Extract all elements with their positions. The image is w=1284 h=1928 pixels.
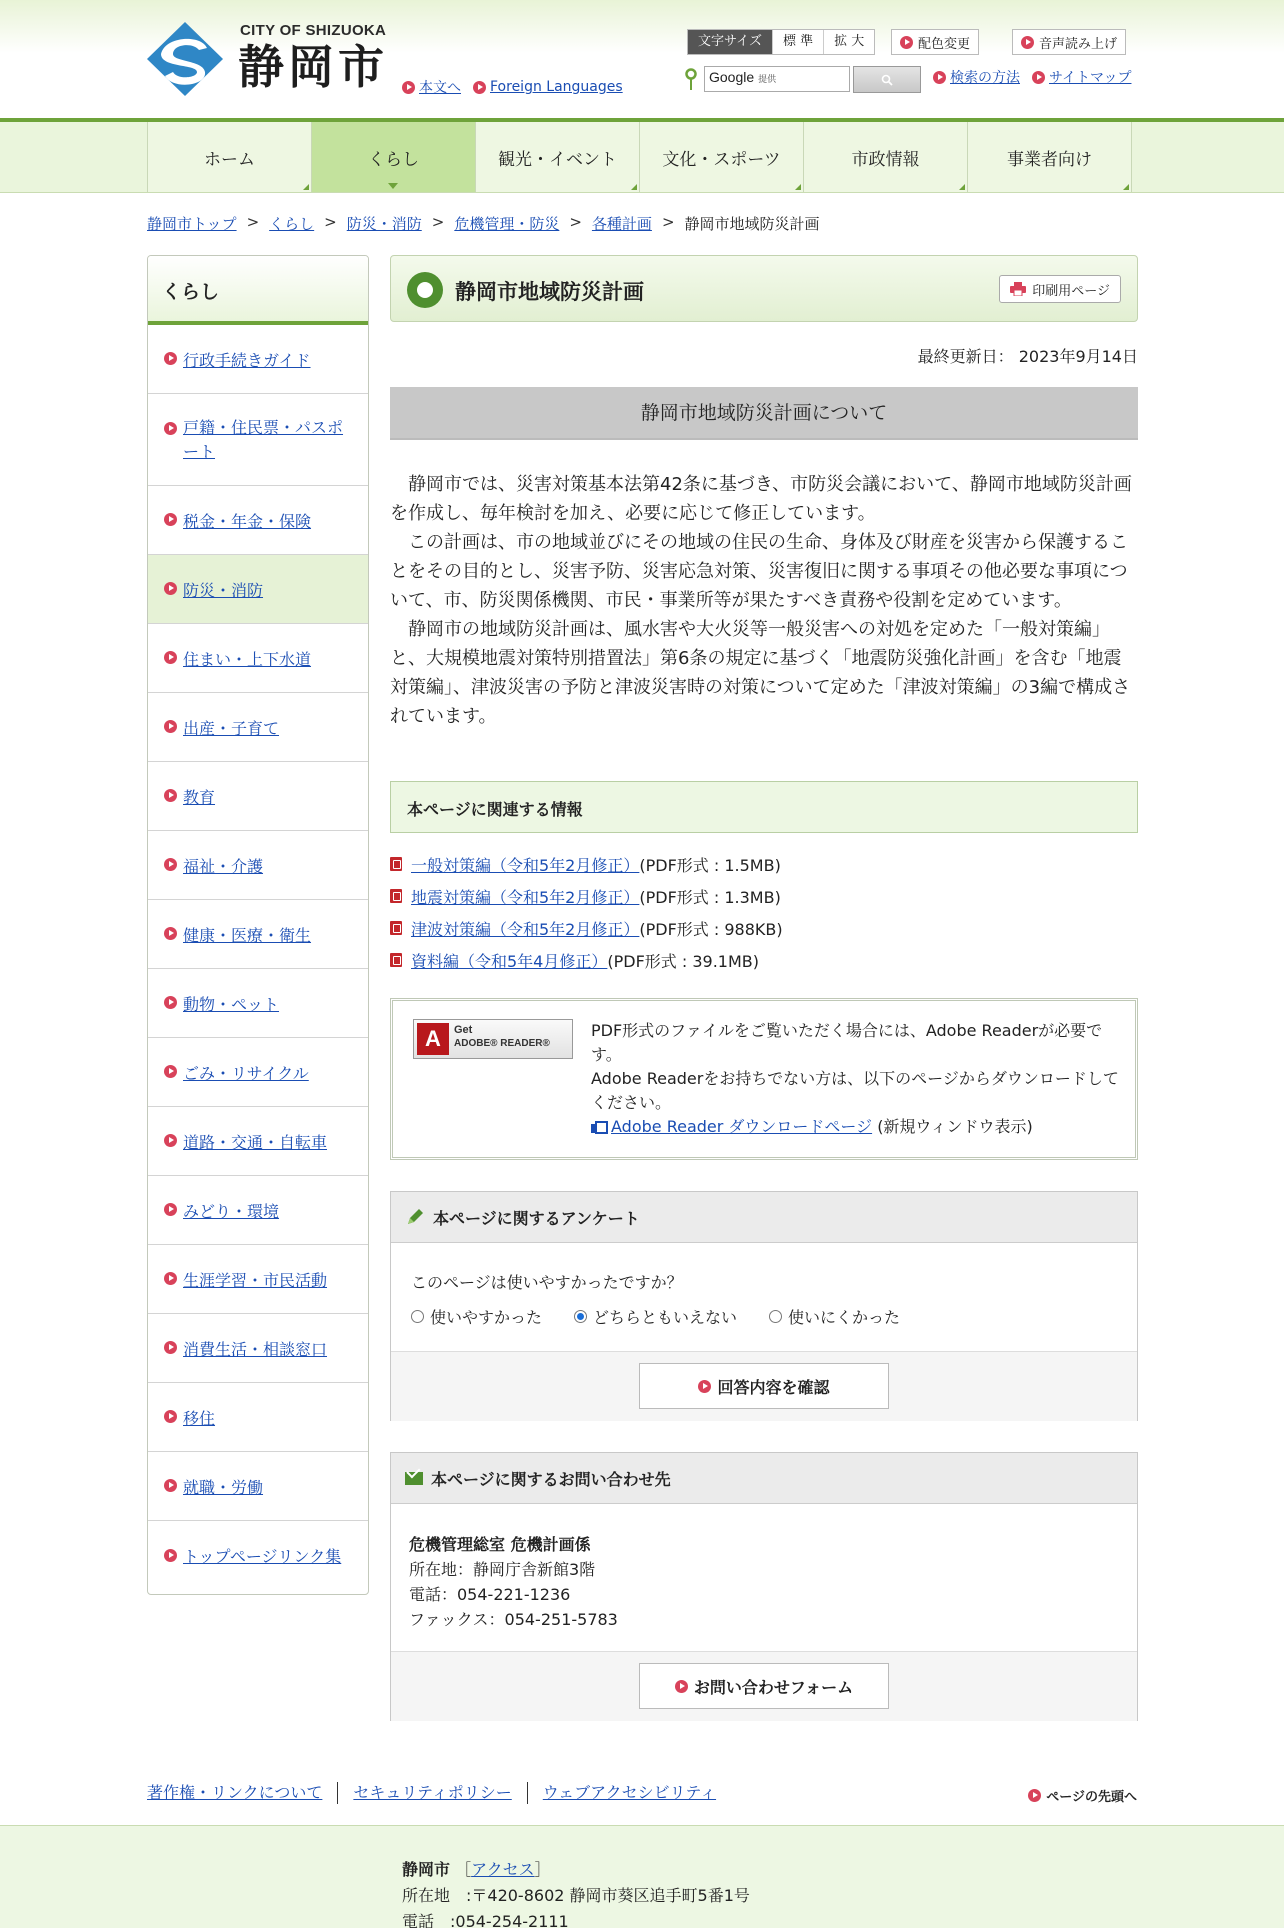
pdf-info: (PDF形式 : 1.5MB) (639, 855, 781, 875)
printer-icon (1010, 282, 1026, 296)
sidebar-item[interactable]: 健康・医療・衛生 (148, 900, 368, 969)
bullet-icon (164, 789, 177, 802)
contact-heading: 本ページに関するお問い合わせ先 (391, 1453, 1137, 1504)
nav-item-home[interactable]: ホーム (148, 122, 312, 192)
footer-link-security[interactable]: セキュリティポリシー (337, 1782, 526, 1804)
contact-tel: 電話：054-221-1236 (409, 1585, 571, 1604)
nav-item-city-info[interactable]: 市政情報 (804, 122, 968, 192)
sidebar-item[interactable]: 消費生活・相談窓口 (148, 1314, 368, 1383)
contact-fax: ファックス：054-251-5783 (409, 1610, 618, 1629)
logo-english: CITY OF SHIZUOKA (240, 22, 387, 39)
radio-button[interactable] (769, 1310, 782, 1323)
bullet-icon (164, 1341, 177, 1354)
footer-access-link[interactable]: アクセス (471, 1860, 535, 1879)
breadcrumb-separator: > (324, 213, 337, 231)
skip-to-content-link[interactable]: 本文へ (402, 77, 461, 97)
site-footer (0, 1825, 1284, 1928)
bullet-icon (164, 996, 177, 1009)
breadcrumb-separator: > (661, 213, 675, 231)
title-circle-icon (407, 272, 443, 308)
bullet-icon (164, 352, 177, 365)
adobe-logo-icon: A (417, 1023, 449, 1055)
related-info-heading: 本ページに関連する情報 (390, 781, 1138, 833)
nav-item-kurashi[interactable]: くらし (312, 122, 476, 192)
sidebar-item[interactable]: 行政手続きガイド (148, 325, 368, 394)
pdf-info: (PDF形式 : 988KB) (639, 919, 783, 939)
breadcrumb-link[interactable]: 危機管理・防災 (454, 215, 560, 233)
bullet-icon (675, 1680, 688, 1693)
list-item (390, 912, 1138, 944)
page-title: 静岡市地域防災計画 (455, 280, 644, 304)
search-help-link[interactable]: 検索の方法 (933, 67, 1020, 87)
sidebar-item[interactable]: トップページリンク集 (148, 1521, 368, 1590)
sidebar-item-active[interactable]: 防災・消防 (148, 555, 368, 624)
mail-icon (405, 1472, 423, 1485)
sidebar-item[interactable]: 就職・労働 (148, 1452, 368, 1521)
contact-details (409, 1532, 618, 1632)
pdf-icon (390, 857, 402, 871)
breadcrumb-link[interactable]: 防災・消防 (346, 215, 422, 233)
sidebar-item[interactable]: 生涯学習・市民活動 (148, 1245, 368, 1314)
new-window-icon (591, 1121, 605, 1133)
body-text (390, 470, 1138, 731)
sidebar-item[interactable]: 税金・年金・保険 (148, 486, 368, 555)
radio-button[interactable] (411, 1310, 424, 1323)
footer-link-copyright[interactable]: 著作権・リンクについて (147, 1783, 323, 1802)
bullet-icon (1032, 71, 1045, 84)
bullet-icon (164, 1065, 177, 1078)
pencil-icon (405, 1207, 425, 1227)
sitemap-link[interactable]: サイトマップ (1032, 67, 1131, 87)
get-adobe-reader-badge[interactable]: A Get ADOBE® READER® (413, 1019, 573, 1059)
bullet-icon (933, 71, 946, 84)
pdf-info: (PDF形式 : 1.3MB) (639, 887, 781, 907)
paragraph: 静岡市では、災害対策基本法第42条に基づき、市防災会議において、静岡市地域防災計画を作成し、毎年検討を加え、必要に応じて修正しています。 (390, 474, 1132, 524)
font-size-large-button[interactable]: 拡 大 (823, 30, 874, 54)
adobe-text: PDF形式のファイルをご覧いただく場合には、Adobe Readerが必要です。 Adobe Readerをお持ちでない方は、以下のページからダウンロードしてください。 Adobe Reader ダウンロードページ (新規ウィンドウ表示) (591, 1021, 1119, 1136)
bullet-icon (164, 1272, 177, 1285)
sidebar-item[interactable]: 移住 (148, 1383, 368, 1452)
section-heading: 静岡市地域防災計画について (390, 387, 1138, 440)
bullet-icon (1028, 1789, 1041, 1802)
location-pin-icon (685, 68, 697, 90)
bullet-icon (164, 1549, 177, 1562)
confirm-answer-button[interactable]: 回答内容を確認 (639, 1363, 889, 1409)
survey-option-easy[interactable]: 使いやすかった (411, 1305, 542, 1328)
contact-dept: 危機管理総室 危機計画係 (409, 1535, 591, 1554)
font-size-normal-button[interactable]: 標 準 (772, 30, 823, 54)
breadcrumb-link[interactable]: くらし (269, 215, 315, 233)
bullet-icon (164, 651, 177, 664)
pdf-icon (390, 921, 402, 935)
breadcrumb-separator: > (431, 213, 445, 231)
color-change-button[interactable]: 配色変更 (891, 29, 979, 55)
list-item (390, 944, 1138, 976)
sidebar-item[interactable]: 教育 (148, 762, 368, 831)
pdf-info: (PDF形式 : 39.1MB) (607, 951, 760, 971)
page-top-link[interactable]: ページの先頭へ (1028, 1786, 1137, 1805)
contact-box (390, 1452, 1138, 1721)
pdf-link[interactable]: 資料編（令和5年4月修正） (411, 951, 608, 971)
footer-links (147, 1782, 731, 1804)
survey-option-neutral[interactable]: どちらともいえない (574, 1305, 737, 1328)
global-nav (0, 118, 1284, 193)
search-help-links (933, 67, 1131, 87)
footer-link-accessibility[interactable]: ウェブアクセシビリティ (527, 1782, 731, 1804)
radio-button[interactable] (574, 1310, 587, 1323)
sidebar-item[interactable]: 福祉・介護 (148, 831, 368, 900)
survey-options (411, 1305, 900, 1328)
bullet-icon (164, 1479, 177, 1492)
bullet-icon (164, 1203, 177, 1216)
bullet-icon (164, 422, 177, 435)
pdf-link[interactable]: 津波対策編（令和5年2月修正） (411, 919, 640, 939)
sidebar-item[interactable]: 戸籍・住民票・パスポート (148, 394, 368, 486)
footer-city-name: 静岡市 (402, 1860, 451, 1879)
site-header (0, 0, 1284, 118)
survey-option-hard[interactable]: 使いにくかった (769, 1305, 900, 1328)
contact-address: 所在地：静岡庁舎新館3階 (409, 1560, 596, 1579)
bullet-icon (164, 927, 177, 940)
survey-box (390, 1191, 1138, 1421)
search-button[interactable] (853, 66, 921, 93)
bullet-icon (164, 513, 177, 526)
search-icon (881, 74, 893, 86)
footer-info: 静岡市 ［アクセス］ 所在地 :〒420-8602 静岡市葵区追手町5番1号 電話 :054-254-2111 (402, 1857, 750, 1928)
bullet-icon (164, 720, 177, 733)
paragraph: 静岡市の地域防災計画は、風水害や大火災等一般災害への対処を定めた「一般対策編」と、大規模地震対策特別措置法」第6条の規定に基づく「地震防災強化計画」を含む「地震対策編」、津波災害の予防と津波災害時の対策について定めた「津波対策編」の3編で構成されています。 (390, 619, 1131, 727)
breadcrumb-link[interactable]: 静岡市トップ (147, 215, 237, 233)
bullet-icon (900, 36, 913, 49)
sidebar-item[interactable]: 住まい・上下水道 (148, 624, 368, 693)
skip-links (402, 77, 623, 97)
sidebar-item[interactable]: 動物・ペット (148, 969, 368, 1038)
pdf-icon (390, 953, 402, 967)
foreign-languages-link[interactable]: Foreign Languages (473, 77, 623, 97)
sidebar (147, 255, 369, 1595)
breadcrumb (147, 213, 820, 234)
list-item (390, 848, 1138, 880)
pdf-link[interactable]: 一般対策編（令和5年2月修正） (411, 855, 640, 875)
list-item (390, 880, 1138, 912)
sidebar-title: くらし (148, 256, 368, 325)
nav-item-culture[interactable]: 文化・スポーツ (640, 122, 804, 192)
breadcrumb-link[interactable]: 各種計画 (591, 215, 652, 233)
bullet-icon (402, 81, 415, 94)
nav-item-business[interactable]: 事業者向け (968, 122, 1132, 192)
read-aloud-button[interactable]: 音声読み上げ (1012, 29, 1126, 55)
font-size-label: 文字サイズ (688, 30, 772, 54)
bullet-icon (1021, 36, 1034, 49)
pdf-link[interactable]: 地震対策編（令和5年2月修正） (411, 887, 640, 907)
pdf-list (390, 848, 1138, 976)
font-size-control (687, 29, 875, 55)
bullet-icon (698, 1380, 711, 1393)
footer-address: 所在地 :〒420-8602 静岡市葵区追手町5番1号 (402, 1886, 750, 1905)
bullet-icon (473, 81, 486, 94)
page-title-box (390, 255, 1138, 322)
contact-form-button[interactable]: お問い合わせフォーム (639, 1663, 889, 1709)
pdf-icon (390, 889, 402, 903)
city-logo-icon[interactable] (145, 20, 225, 98)
footer-tel: 電話 :054-254-2111 (402, 1912, 569, 1928)
sidebar-item[interactable]: ごみ・リサイクル (148, 1038, 368, 1107)
bullet-icon (164, 1410, 177, 1423)
bullet-icon (164, 1134, 177, 1147)
print-page-button[interactable]: 印刷用ページ (999, 275, 1121, 303)
sidebar-item[interactable]: 出産・子育て (148, 693, 368, 762)
survey-heading: 本ページに関するアンケート (391, 1192, 1137, 1243)
nav-item-tourism[interactable]: 観光・イベント (476, 122, 640, 192)
sidebar-item[interactable]: みどり・環境 (148, 1176, 368, 1245)
adobe-download-link[interactable]: Adobe Reader ダウンロードページ (611, 1117, 873, 1136)
last-updated: 最終更新日： 2023年9月14日 (917, 347, 1138, 366)
paragraph: この計画は、市の地域並びにその地域の住民の生命、身体及び財産を災害から保護することをその目的とし、災害予防、災害応急対策、災害復旧に関する事項その他必要な事項について、市、防災関係機関、市民・事業所等が果たすべき責務や役割を定めています。 (390, 532, 1128, 611)
logo-japanese[interactable]: 静岡市 (238, 40, 388, 94)
breadcrumb-current: 静岡市地域防災計画 (684, 215, 820, 233)
survey-question: このページは使いやすかったですか？ (411, 1273, 683, 1292)
adobe-reader-box (390, 998, 1138, 1160)
bullet-icon (164, 582, 177, 595)
breadcrumb-separator: > (569, 213, 582, 231)
search-input[interactable]: Google 提供 (704, 66, 850, 92)
sidebar-item[interactable]: 道路・交通・自転車 (148, 1107, 368, 1176)
bullet-icon (164, 858, 177, 871)
breadcrumb-separator: > (246, 213, 260, 231)
